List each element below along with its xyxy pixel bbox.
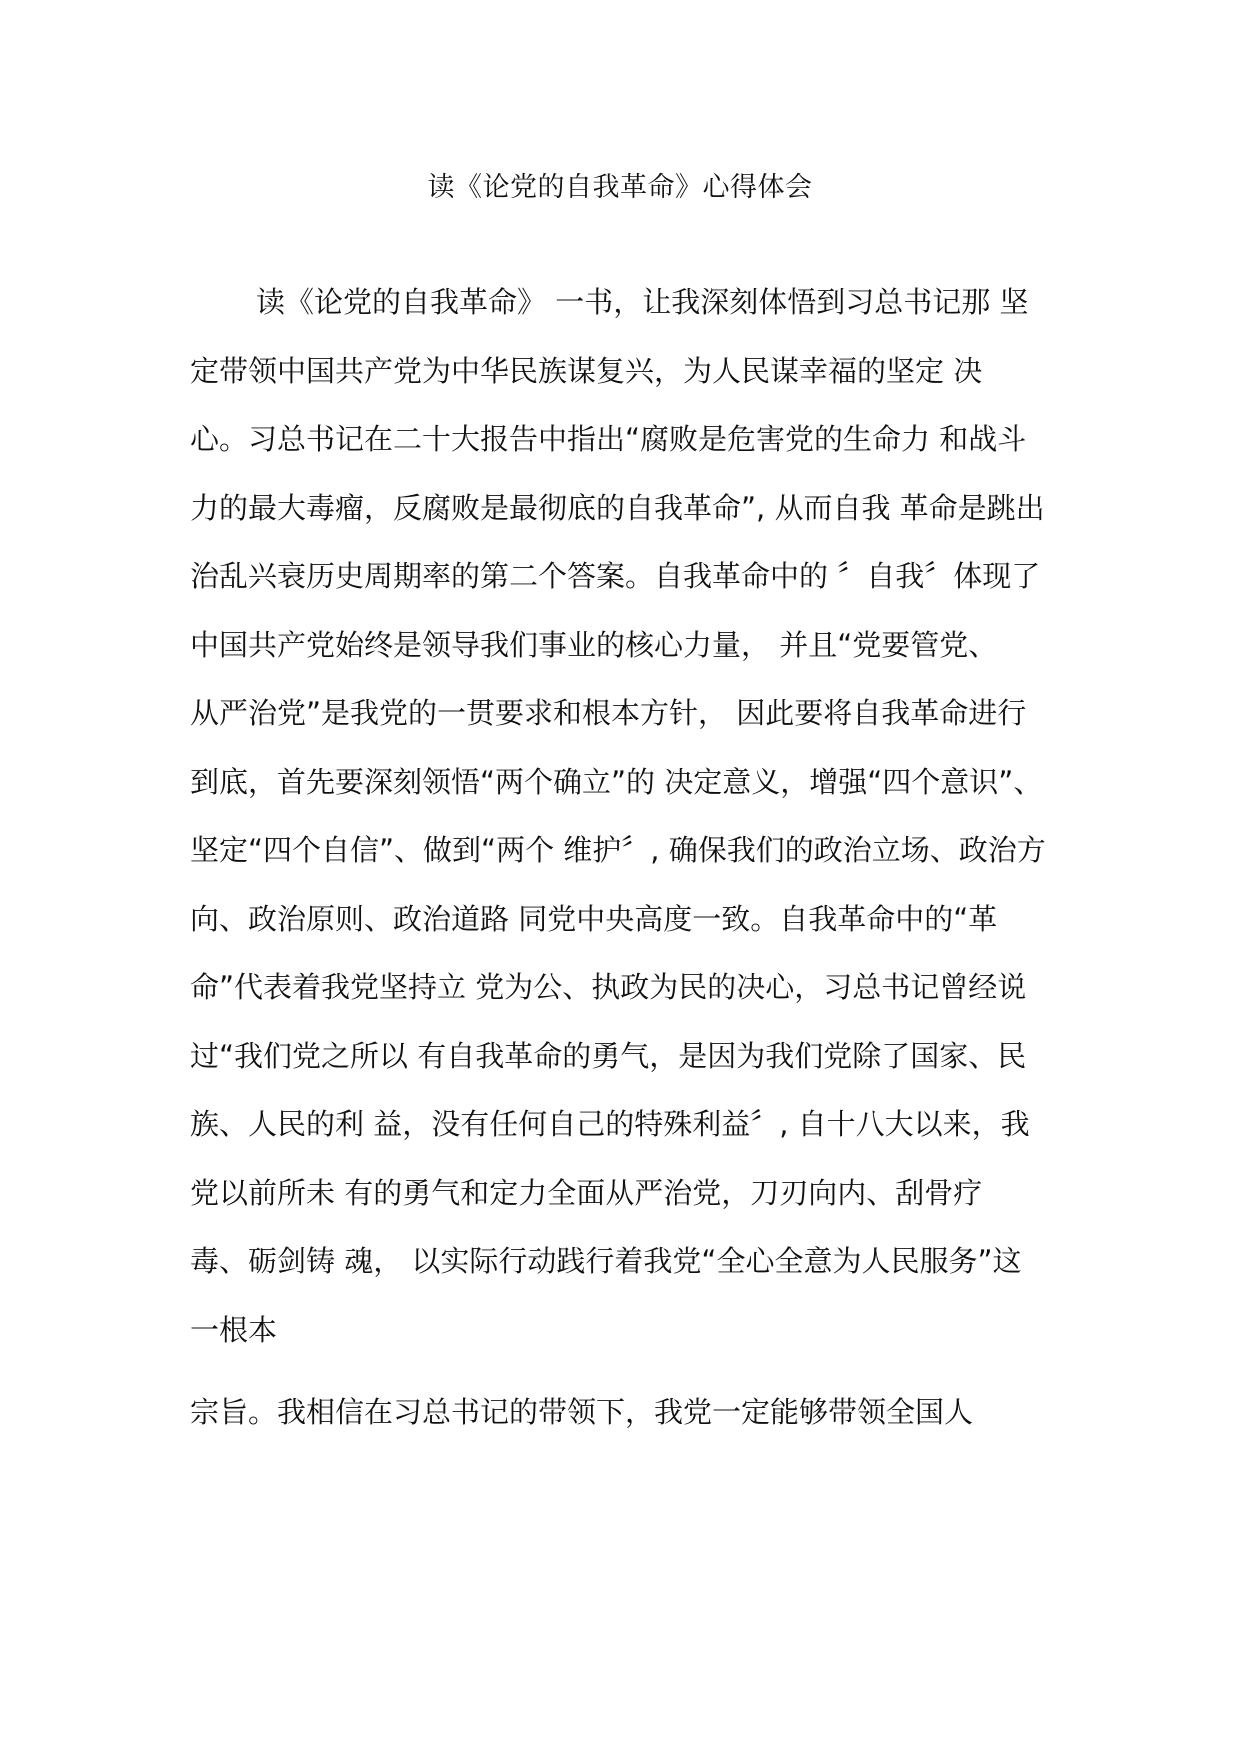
body-line-tail: 宗旨。我相信在习总书记的带领下，我党一定能够带领全国人 [190,1395,974,1429]
body-line: 读《论党的自我革命》 一书，让我深刻体悟到习总书记那 坚 [256,285,1029,319]
body-line: 定带领中国共产党为中华民族谋复兴，为人民谋幸福的坚定 决 [190,353,983,388]
body-line: 过“我们党之所以 有自我革命的勇气，是因为我们党除了国家、民 [190,1038,1027,1073]
body-line: 从严治党”是我党的一贯要求和根本方针， 因此要将自我革命进行 [190,696,1027,730]
body-line: 中国共产党始终是领导我们事业的核心力量， 并且“党要管党、 [190,627,998,662]
body-line: 到底，首先要深刻领悟“两个确立”的 决定意义，增强“四个意识”、 [190,764,1043,799]
body-line: 力的最大毒瘤，反腐败是最彻底的自我革命”, 从而自我 革命是跳出 [190,490,1045,525]
body-line: 坚定“四个自信”、做到“两个 维护〞, 确保我们的政治立场、政治方 [190,833,1046,867]
body-line: 治乱兴衰历史周期率的第二个答案。自我革命中的 〞自我〞体现了 [190,559,1041,593]
body-line: 心。习总书记在二十大报告中指出“腐败是危害党的生命力 和战斗 [190,422,1027,456]
body-line: 毒、砺剑铸 魂， 以实际行动践行着我党“全心全意为人民服务”这 [190,1244,1022,1278]
body-line: 向、政治原则、政治道路 同党中央高度一致。自我革命中的“革 [190,901,998,936]
body-line: 命”代表着我党坚持立 党为公、执政为民的决心，习总书记曾经说 [190,970,1027,1004]
body-line: 族、人民的利 益，没有任何自己的特殊利益〞, 自十八大以来，我 [190,1107,1030,1141]
paragraph-gap [190,1373,1070,1387]
document-title: 读《论党的自我革命》心得体会 [427,172,813,203]
body-line: 党以前所未 有的勇气和定力全面从严治党，刀刃向内、刮骨疗 [190,1175,983,1210]
document-body [190,277,1070,1456]
body-line: 一根本 [190,1312,278,1347]
